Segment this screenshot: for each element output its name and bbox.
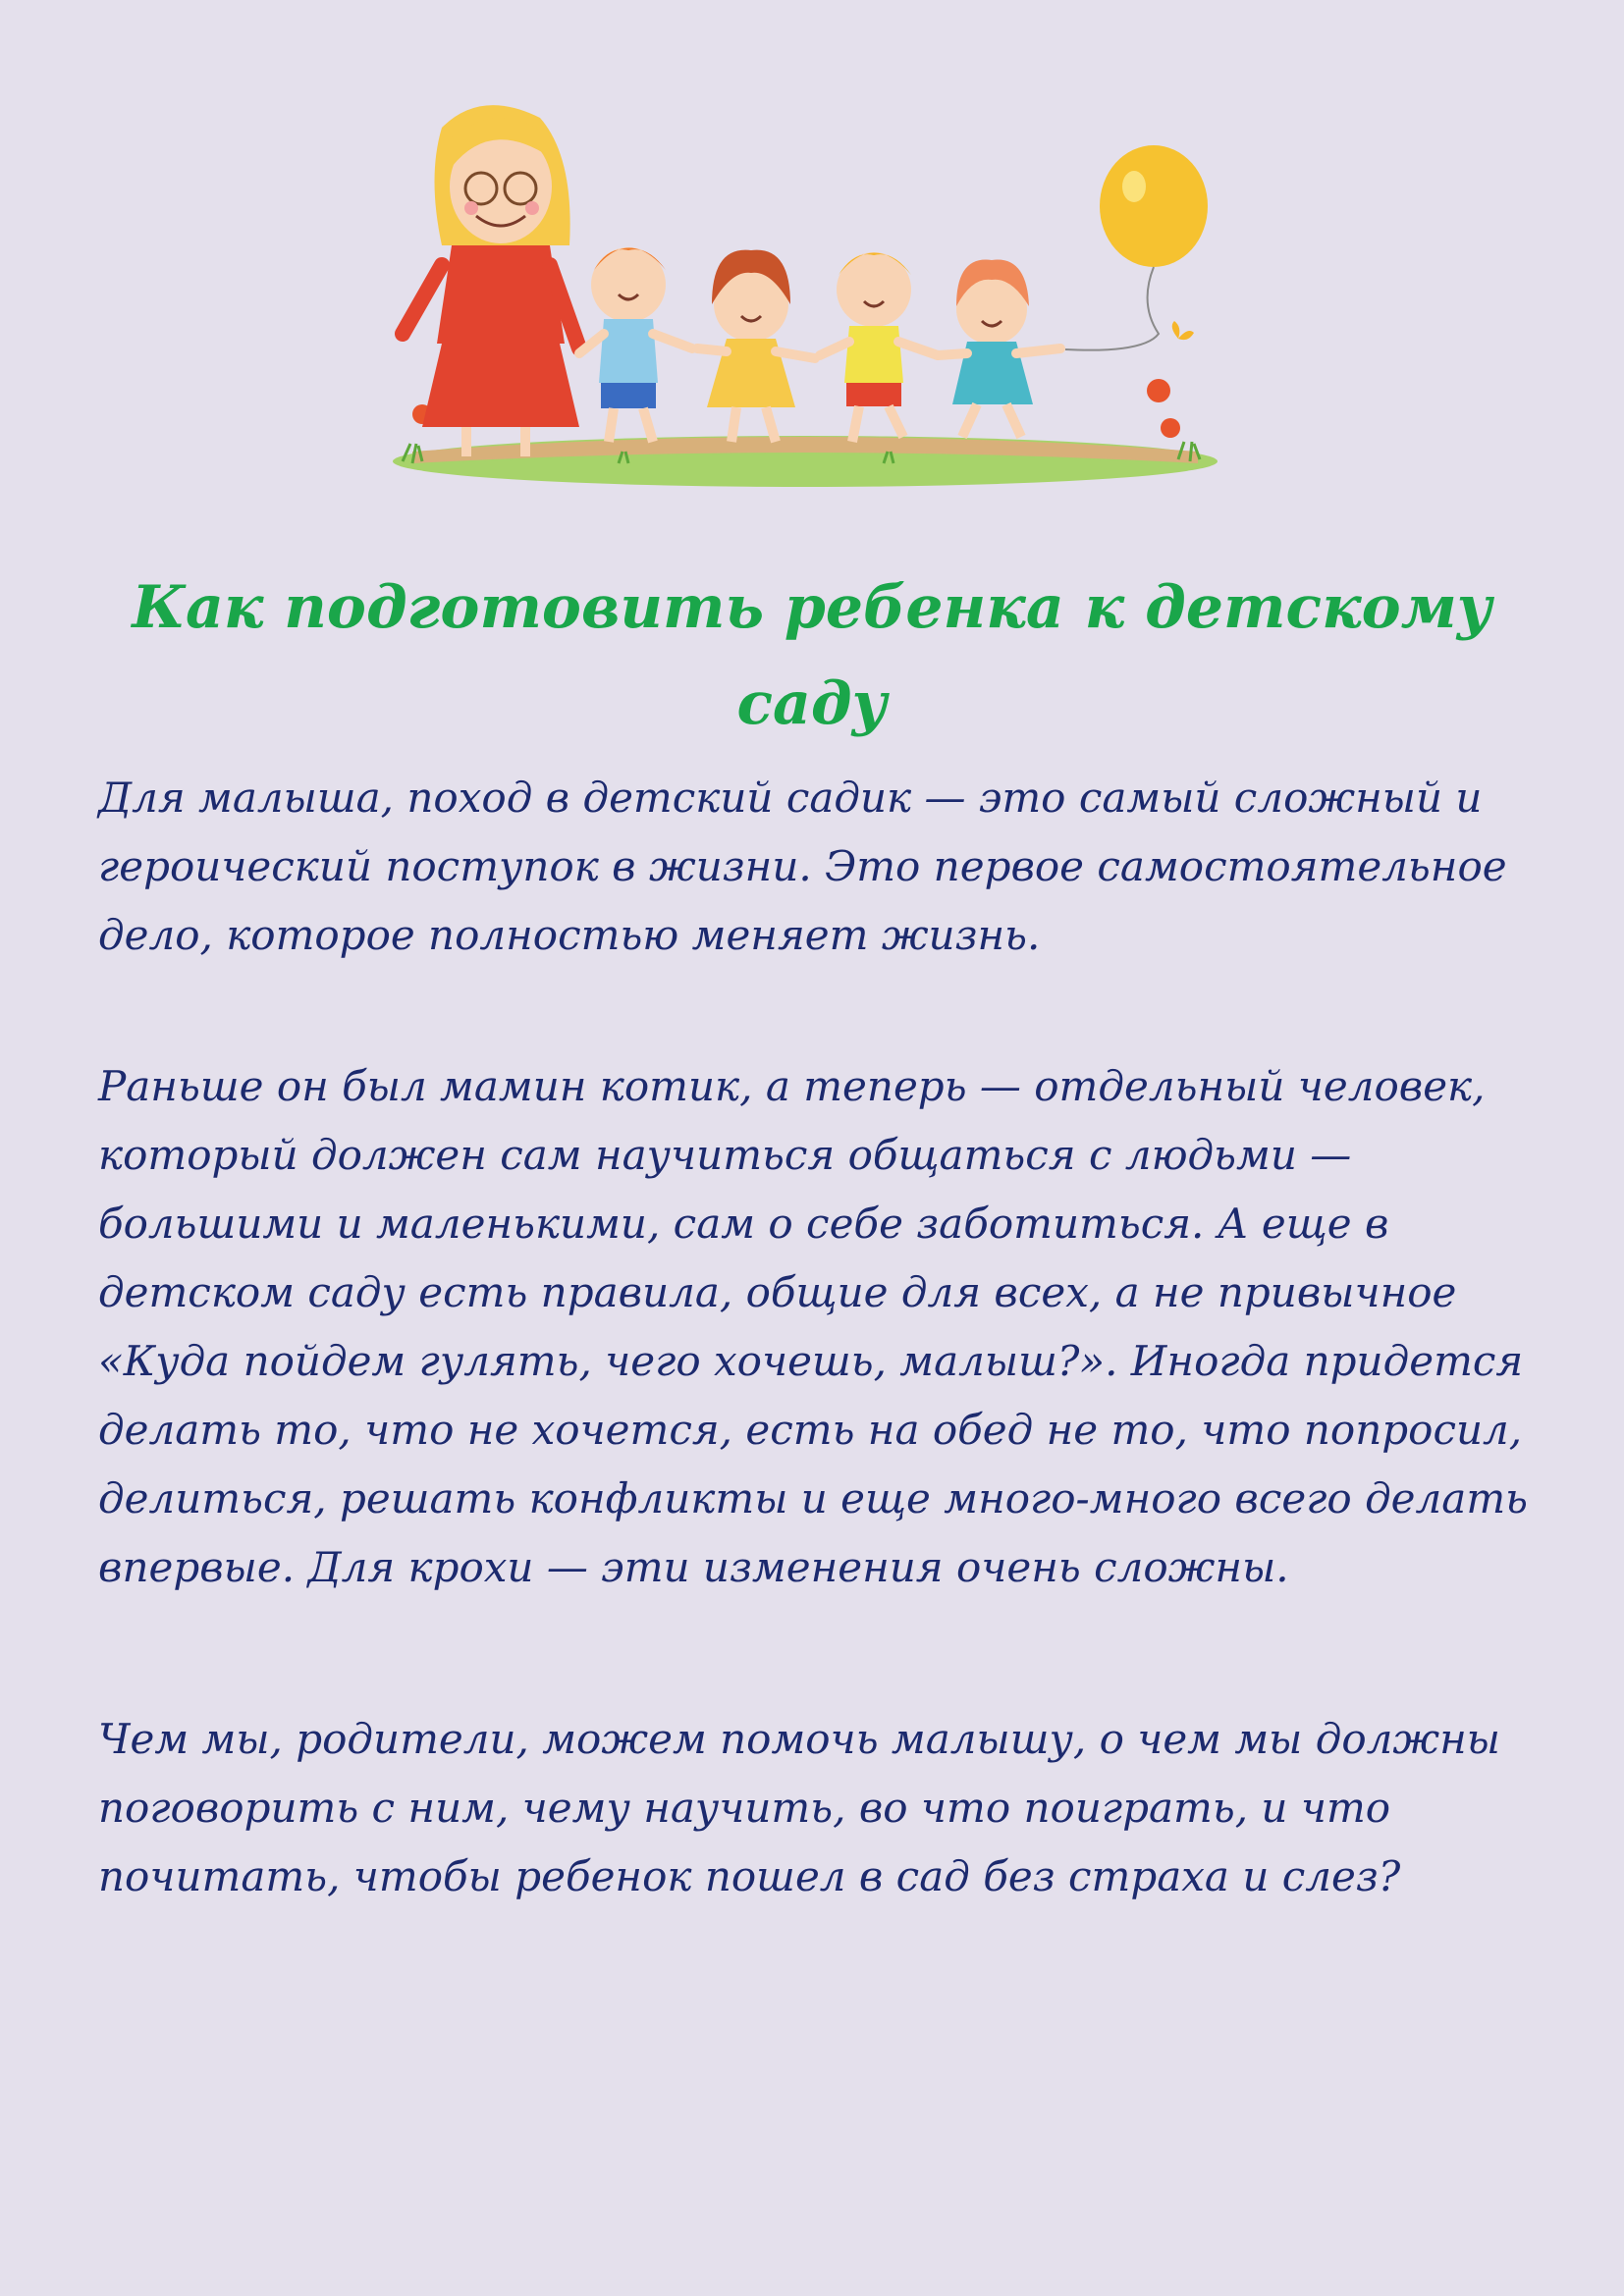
page-title: Как подготовить ребенка к детскому саду bbox=[132, 573, 1492, 738]
paragraph-2: Раньше он был мамин котик, а теперь — отдельный человек, который должен сам научиться общаться с людьми — большими и маленькими, сам о себе заботиться. А еще в детском саду есть правила, общие для всех, а не привычное «Куда пойдем гулять, чего хочешь, малыш?». Иногда придется делать то, что не хочется, есть на обед не то, что попросил, делиться, решать конфликты и еще много-много всего делать впервые. Для крохи — эти изменения очень сложны. bbox=[98, 1062, 1529, 1591]
teacher-and-children-illustration-icon bbox=[373, 98, 1237, 501]
paragraph-1: Для малыша, поход в детский садик — это самый сложный и героический поступок в жизни. Это первое самостоятельное дело, которое полностью меняет жизнь. bbox=[98, 774, 1507, 959]
paragraph-3: Чем мы, родители, можем помочь малышу, о чем мы должны поговорить с ним, чему научить, во что поиграть, и что почитать, чтобы ребенок пошел в сад без страха и слез? bbox=[98, 1715, 1500, 1900]
